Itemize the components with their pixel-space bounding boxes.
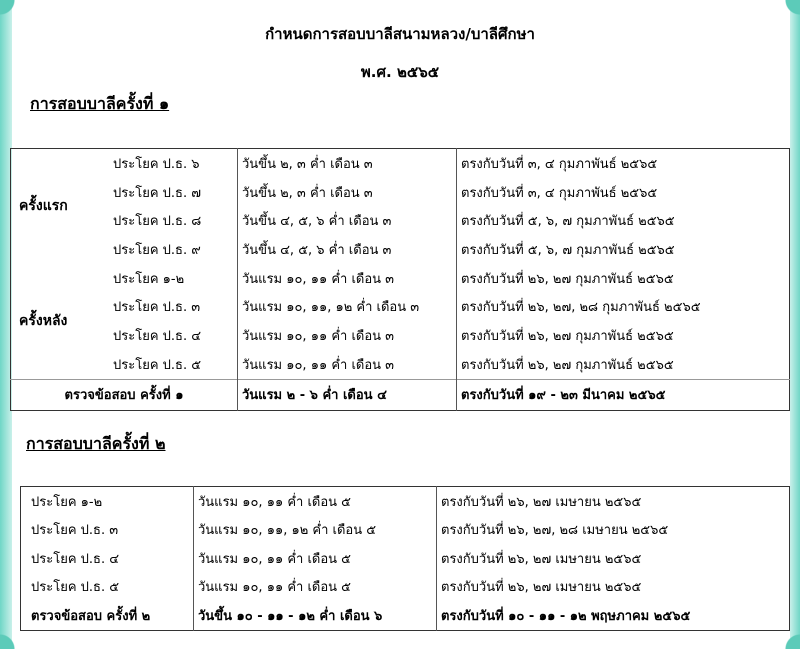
- level-cell: ประโยค ป.ธ. ๔: [31, 551, 120, 567]
- level-cell: ประโยค ป.ธ. ๖: [113, 156, 200, 172]
- summary-label: ตรวจข้อสอบ ครั้งที่ ๑: [11, 379, 238, 410]
- round2-heading: การสอบบาลีครั้งที่ ๒: [26, 434, 166, 453]
- level-cell: ประโยค ๑-๒: [31, 494, 103, 510]
- lunar-date-cell: วันแรม ๑๐, ๑๑ ค่ำ เดือน ๕: [194, 487, 437, 516]
- table-row: [11, 292, 790, 321]
- solar-date-cell: ตรงกับวันที่ ๓, ๔ กุมภาพันธ์ ๒๕๖๕: [461, 156, 658, 172]
- decorative-frame-right: [790, 0, 800, 649]
- level-cell: ประโยค ป.ธ. ๔: [113, 328, 202, 344]
- level-cell: ประโยค ป.ธ. ๕: [113, 357, 202, 373]
- round2-schedule-table: [20, 486, 790, 631]
- solar-date-cell: ตรงกับวันที่ ๒๖, ๒๗, ๒๘ เมษายน ๒๕๖๕: [441, 523, 669, 539]
- lunar-date-cell: วันแรม ๑๐, ๑๑, ๑๒ ค่ำ เดือน ๕: [194, 516, 437, 545]
- table-row: [11, 235, 790, 264]
- solar-date-cell: ตรงกับวันที่ ๕, ๖, ๗ กุมภาพันธ์ ๒๕๖๕: [461, 242, 675, 258]
- round1-schedule-table: [10, 148, 790, 411]
- lunar-date-cell: วันขึ้น ๒, ๓ ค่ำ เดือน ๓: [238, 149, 457, 178]
- table-row: [11, 321, 790, 350]
- level-cell: ประโยค ป.ธ. ๗: [113, 185, 202, 201]
- lunar-date-cell: วันขึ้น ๒, ๓ ค่ำ เดือน ๓: [238, 178, 457, 207]
- table-row: [11, 149, 790, 178]
- lunar-date-cell: วันแรม ๑๐, ๑๑ ค่ำ เดือน ๕: [194, 544, 437, 573]
- solar-date-cell: ตรงกับวันที่ ๒๖, ๒๗, ๒๘ กุมภาพันธ์ ๒๕๖๕: [461, 300, 701, 316]
- table-row: [11, 206, 790, 235]
- document-year: พ.ศ. ๒๕๖๕: [360, 63, 440, 81]
- solar-date-cell: ตรงกับวันที่ ๒๖, ๒๗ เมษายน ๒๕๖๕: [441, 551, 642, 567]
- level-cell: ประโยค ป.ธ. ๕: [31, 580, 120, 596]
- lunar-date-cell: วันแรม ๑๐, ๑๑ ค่ำ เดือน ๓: [238, 321, 457, 350]
- decorative-corner: [0, 0, 26, 22]
- level-cell: ประโยค ป.ธ. ๘: [113, 214, 202, 230]
- table-row: [21, 516, 790, 545]
- lunar-date-cell: วันแรม ๑๐, ๑๑ ค่ำ เดือน ๓: [238, 350, 457, 379]
- table-row: [11, 264, 790, 293]
- level-cell: ประโยค ป.ธ. ๙: [113, 242, 201, 258]
- table-row: [11, 178, 790, 207]
- decorative-corner: [774, 0, 800, 22]
- round1-heading: การสอบบาลีครั้งที่ ๑: [30, 94, 170, 113]
- table-row: [21, 573, 790, 602]
- summary-solar-date: ตรงกับวันที่ ๑๙ - ๒๓ มีนาคม ๒๕๖๕: [457, 379, 790, 410]
- summary-row: [21, 601, 790, 630]
- lunar-date-cell: วันแรม ๑๐, ๑๑, ๑๒ ค่ำ เดือน ๓: [238, 292, 457, 321]
- lunar-date-cell: วันขึ้น ๔, ๕, ๖ ค่ำ เดือน ๓: [238, 206, 457, 235]
- solar-date-cell: ตรงกับวันที่ ๒๖, ๒๗ กุมภาพันธ์ ๒๕๖๕: [461, 271, 674, 287]
- table-row: [11, 350, 790, 379]
- solar-date-cell: ตรงกับวันที่ ๒๖, ๒๗ กุมภาพันธ์ ๒๕๖๕: [461, 328, 674, 344]
- summary-label: ตรวจข้อสอบ ครั้งที่ ๒: [31, 608, 151, 624]
- lunar-date-cell: วันแรม ๑๐, ๑๑ ค่ำ เดือน ๓: [238, 264, 457, 293]
- lunar-date-cell: วันขึ้น ๔, ๕, ๖ ค่ำ เดือน ๓: [238, 235, 457, 264]
- solar-date-cell: ตรงกับวันที่ ๒๖, ๒๗ กุมภาพันธ์ ๒๕๖๕: [461, 357, 674, 373]
- solar-date-cell: ตรงกับวันที่ ๕, ๖, ๗ กุมภาพันธ์ ๒๕๖๕: [461, 214, 675, 230]
- summary-lunar-date: วันแรม ๒ - ๖ ค่ำ เดือน ๔: [238, 379, 457, 410]
- group-label: ครั้งหลัง: [19, 313, 68, 330]
- summary-solar-date: ตรงกับวันที่ ๑๐ - ๑๑ - ๑๒ พฤษภาคม ๒๕๖๕: [441, 608, 691, 624]
- summary-lunar-date: วันขึ้น ๑๐ - ๑๑ - ๑๒ ค่ำ เดือน ๖: [194, 601, 437, 630]
- group-label: ครั้งแรก: [19, 198, 68, 215]
- solar-date-cell: ตรงกับวันที่ ๒๖, ๒๗ เมษายน ๒๕๖๕: [441, 494, 642, 510]
- table-row: [21, 487, 790, 516]
- level-cell: ประโยค ๑-๒: [113, 271, 185, 287]
- summary-row: [11, 379, 790, 410]
- solar-date-cell: ตรงกับวันที่ ๒๖, ๒๗ เมษายน ๒๕๖๕: [441, 580, 642, 596]
- document-title: กำหนดการสอบบาลีสนามหลวง/บาลีศึกษา: [265, 25, 535, 43]
- solar-date-cell: ตรงกับวันที่ ๓, ๔ กุมภาพันธ์ ๒๕๖๕: [461, 185, 658, 201]
- table-row: [21, 544, 790, 573]
- level-cell: ประโยค ป.ธ. ๓: [31, 523, 119, 539]
- lunar-date-cell: วันแรม ๑๐, ๑๑ ค่ำ เดือน ๕: [194, 573, 437, 602]
- level-cell: ประโยค ป.ธ. ๓: [113, 300, 201, 316]
